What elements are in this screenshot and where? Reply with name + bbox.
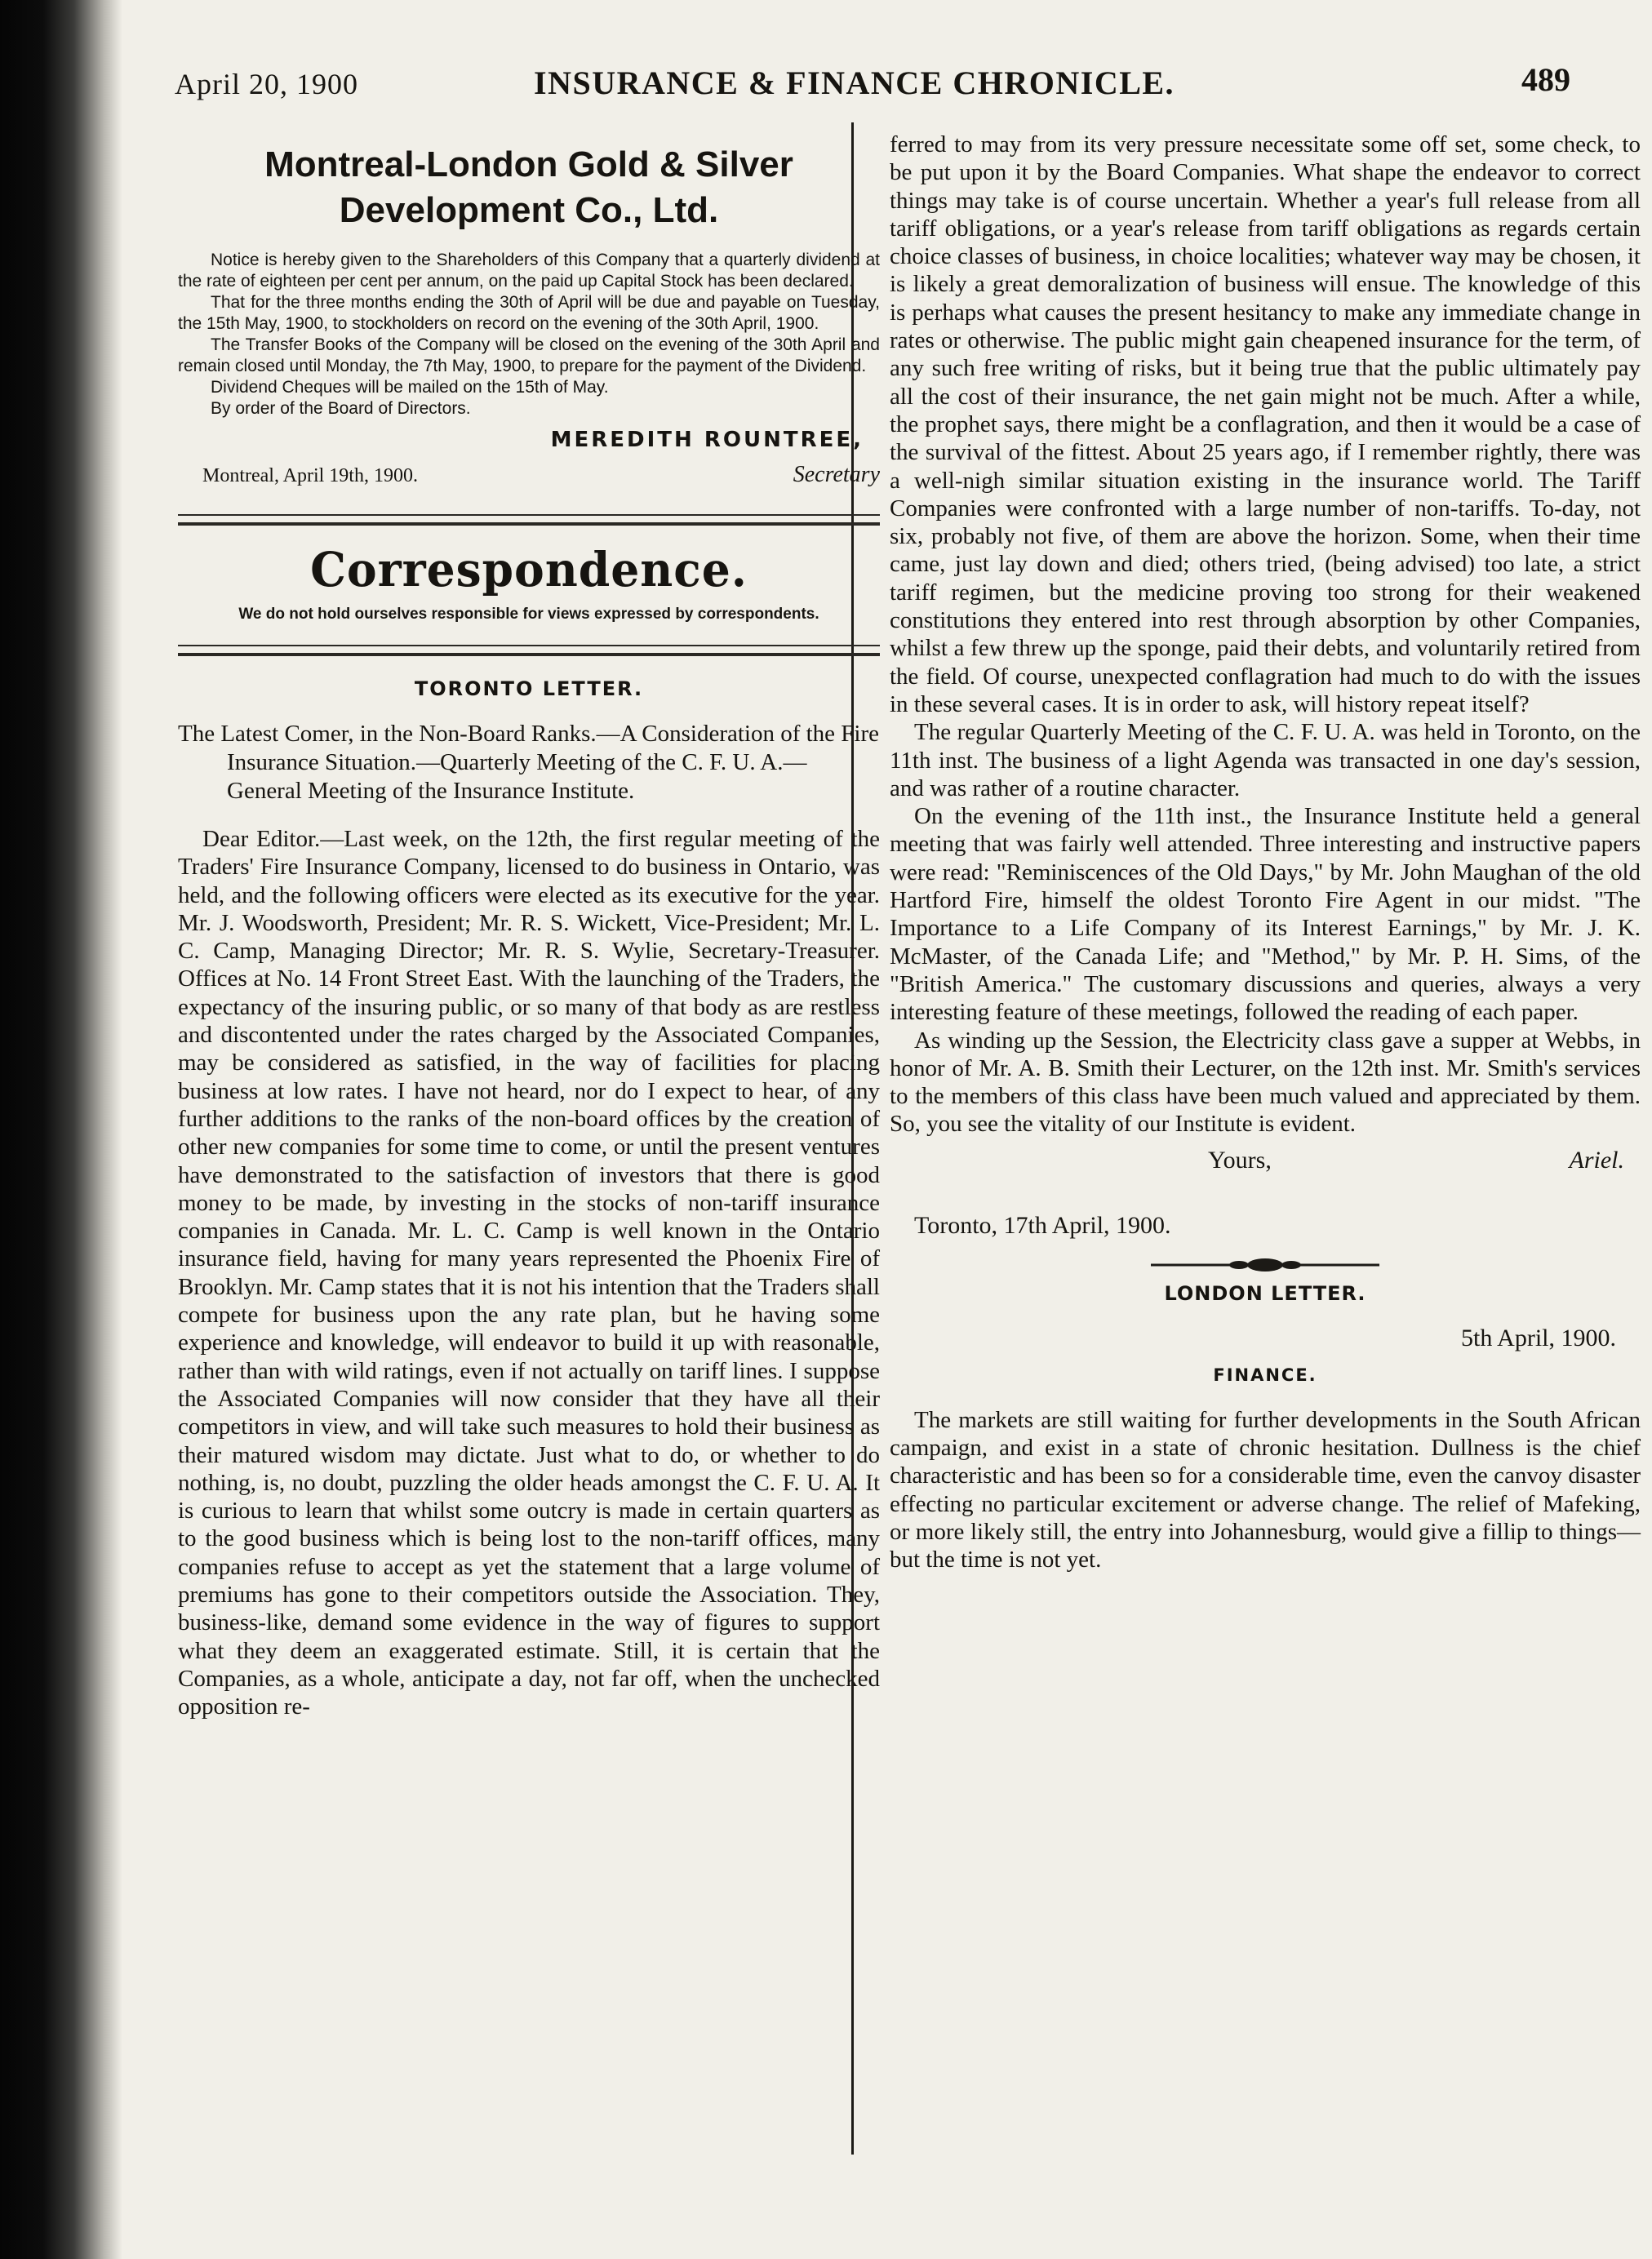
section-rule [178, 514, 880, 526]
closing-salutation: Yours, [1208, 1146, 1272, 1174]
section-rule [178, 645, 880, 656]
notice-title [178, 142, 880, 233]
running-header [175, 61, 1570, 116]
right-column [865, 131, 1649, 1573]
london-letter-date: 5th April, 1900. [1460, 1324, 1616, 1351]
toronto-letter-paragraph: The regular Quarterly Meeting of the C. F. U. A. was held in Toronto, on the 11th inst. The business of a light Agenda was transacted in one day's session, and was rather of a routine character. [890, 719, 1641, 801]
correspondence-disclaimer: We do not hold ourselves responsible for views expressed by correspondents. [238, 606, 819, 623]
letter-dateline: Toronto, 17th April, 1900. [914, 1211, 1171, 1239]
london-letter-heading: LONDON LETTER. [1164, 1281, 1366, 1305]
book-spine-shadow [0, 0, 122, 2259]
notice-paragraph: That for the three months ending the 30th of April will be due and payable on Tuesday, the 15th May, 1900, to stockholders on record on the evening of the 30th April, 1900. [178, 293, 880, 333]
publication-title: INSURANCE & FINANCE CHRONICLE. [534, 64, 1175, 101]
toronto-letter-summary: The Latest Comer, in the Non-Board Ranks.—A Consideration of the Fire Insurance Situation.—Quarterly Meeting of the C. F. U. A.—General Meeting of the Insurance Institute. [178, 721, 880, 804]
notice-signature-row [178, 428, 880, 460]
dividend-notice [178, 142, 880, 493]
london-letter-paragraph: The markets are still waiting for further developments in the South African campaign, and exist in a state of chronic hesitation. Dullness is the chief characteristic and has been so for a considerable time, even the canvoy disaster effecting no particular excitement or adverse change. The relief of Mafeking, or more likely still, the entry into Johannesburg, would give a fillip to things—but the time is not yet. [890, 1406, 1641, 1573]
finance-subheading: FINANCE. [1213, 1365, 1317, 1385]
toronto-letter-heading: TORONTO LETTER. [414, 677, 644, 700]
left-column [178, 131, 880, 1721]
toronto-letter-paragraph: On the evening of the 11th inst., the Insurance Institute held a general meeting that was fairly well attended. Three interesting and instructive papers were read: "Reminiscences of the Old Days," by Mr. John Maughan of the old Hartford Fire, himself the oldest Toronto Fire Agent in our midst. "The Importance to a Life Company of its Interest Earnings," by Mr. J. K. McMaster, of the Canada Life; and "Method," by Mr. P. H. Sims, of the "British America." The customary discussions and queries, always a very interesting feature of these meetings, followed the reading of each paper. [890, 803, 1641, 1026]
ornamental-divider [1151, 1256, 1379, 1274]
notice-title-line1: Montreal-London Gold & Silver [264, 144, 793, 184]
newspaper-page [122, 0, 1652, 2259]
notice-place-row [178, 460, 880, 493]
notice-paragraph: By order of the Board of Directors. [211, 399, 471, 418]
notice-title-line2: Development Co., Ltd. [339, 190, 719, 230]
notice-paragraph: Notice is hereby given to the Shareholders of this Company that a quarterly dividend at the rate of eighteen per cent per annum, on the paid up Capital Stock has been declared. [178, 251, 880, 291]
page-number: 489 [1521, 61, 1570, 98]
notice-paragraph: Dividend Cheques will be mailed on the 15th of May. [211, 378, 609, 397]
toronto-letter-paragraph: As winding up the Session, the Electricity class gave a supper at Webbs, in honor of Mr. A. B. Smith their Lecturer, on the 12th inst. Mr. Smith's services to the members of this class have been much valued and appreciated by them. So, you see the vitality of our Institute is evident. [890, 1027, 1641, 1138]
toronto-letter-paragraph: Dear Editor.—Last week, on the 12th, the first regular meeting of the Traders' Fire Insurance Company, licensed to do business in Ontario, was held, and the following officers were elected as its executive for the year. Mr. J. Woodsworth, President; Mr. R. S. Wickett, Vice-President; Mr. L. C. Camp, Managing Director; Mr. R. S. Wylie, Secretary-Treasurer. Offices at No. 14 Front Street East. With the launching of the Traders, the expectancy of the insuring public, or so many of that body as are restless and discontented under the rates charged by the Associated Companies, may be considered as satisfied, in the way of facilities for placing business at low rates. I have not heard, nor do I expect to hear, of any further additions to the ranks of the non-board offices by the creation of other new companies for some time to come, or until the present ventures have demonstrated to the satisfaction of investors that there is good money to be made, by investing in the stocks of non-tariff insurance companies in Canada. Mr. L. C. Camp is well known in the Ontario insurance field, having for many years represented the Phoenix Fire of Brooklyn. Mr. Camp states that it is not his intention that the Traders shall compete for business upon the any rate plan, but he having some experience and knowledge, will endeavor to build it up with reasonable, rather than with wild ratings, even if not actually on tariff lines. I suppose the Associated Companies will now consider that they have all their competitors in view, and will take such measures to hold their business as their matured wisdom may dictate. Just what to do, or whether to do nothing, is, no doubt, puzzling the older heads amongst the C. F. U. A. It is curious to learn that whilst some outcry is made in certain quarters as to the good business which is being lost to the non-tariff offices, many companies refuse to accept as yet the statement that a large volume of premiums has gone to their competitors outside the Association. They, business-like, demand some evidence in the way of figures to support what they deem an exaggerated estimate. Still, it is certain that the Companies, as a whole, anticipate a day, not far off, when the unchecked opposition re- [178, 826, 880, 1720]
notice-place-date: Montreal, April 19th, 1900. [202, 465, 418, 486]
letter-signature: Ariel. [1569, 1146, 1624, 1174]
notice-paragraph: The Transfer Books of the Company will be closed on the evening of the 30th April and remain closed until Monday, the 7th May, 1900, to prepare for the payment of the Dividend. [178, 335, 880, 375]
notice-role: Secretary [793, 462, 880, 487]
issue-date: April 20, 1900 [175, 68, 358, 100]
correspondence-title: Correspondence. [310, 542, 748, 597]
toronto-letter-paragraph-continued: ferred to may from its very pressure necessitate some off set, some check, to be put upon it by the Board Companies. What shape the endeavor to correct things may take is of course uncertain. Whether a year's full release from all tariff obligations, or a year's release from tariff obligations as regards certain choice classes of business, in choice localities; whatever way may be chosen, it is likely a great demoralization of business will ensue. The knowledge of this is perhaps what causes the present hesitancy to make any immediate change in rates or otherwise. The public might gain cheapened insurance for the term, of any such free writing of risks, but it being true that the public ultimately pay all the cost of their insurance, the net gain might not be much. After a while, the prophet says, there might be a conflagration, and then it would be a case of the survival of the fittest. About 25 years ago, if I remember rightly, there was a well-nigh similar situation existing in the insurance world. The Tariff Companies were confronted with a large number of non-tariffs. To-day, not six, probably not five, of them are above the horizon. Some, when their time came, just lay down and died; others tried, (being advised) too late, a strict tariff regimen, but the medicine proving too strong for their weakened constitutions they entered into rest through absorption by other Companies, whilst a few threw up the sponge, paid their debts, and voluntarily retired from the field. Of course, unexpected conflagration had much to do with the issues in these several cases. It is in order to ask, will history repeat itself? [890, 131, 1641, 717]
notice-signatory: MEREDITH ROUNTREE, [550, 428, 864, 452]
letter-closing [890, 1138, 1641, 1212]
